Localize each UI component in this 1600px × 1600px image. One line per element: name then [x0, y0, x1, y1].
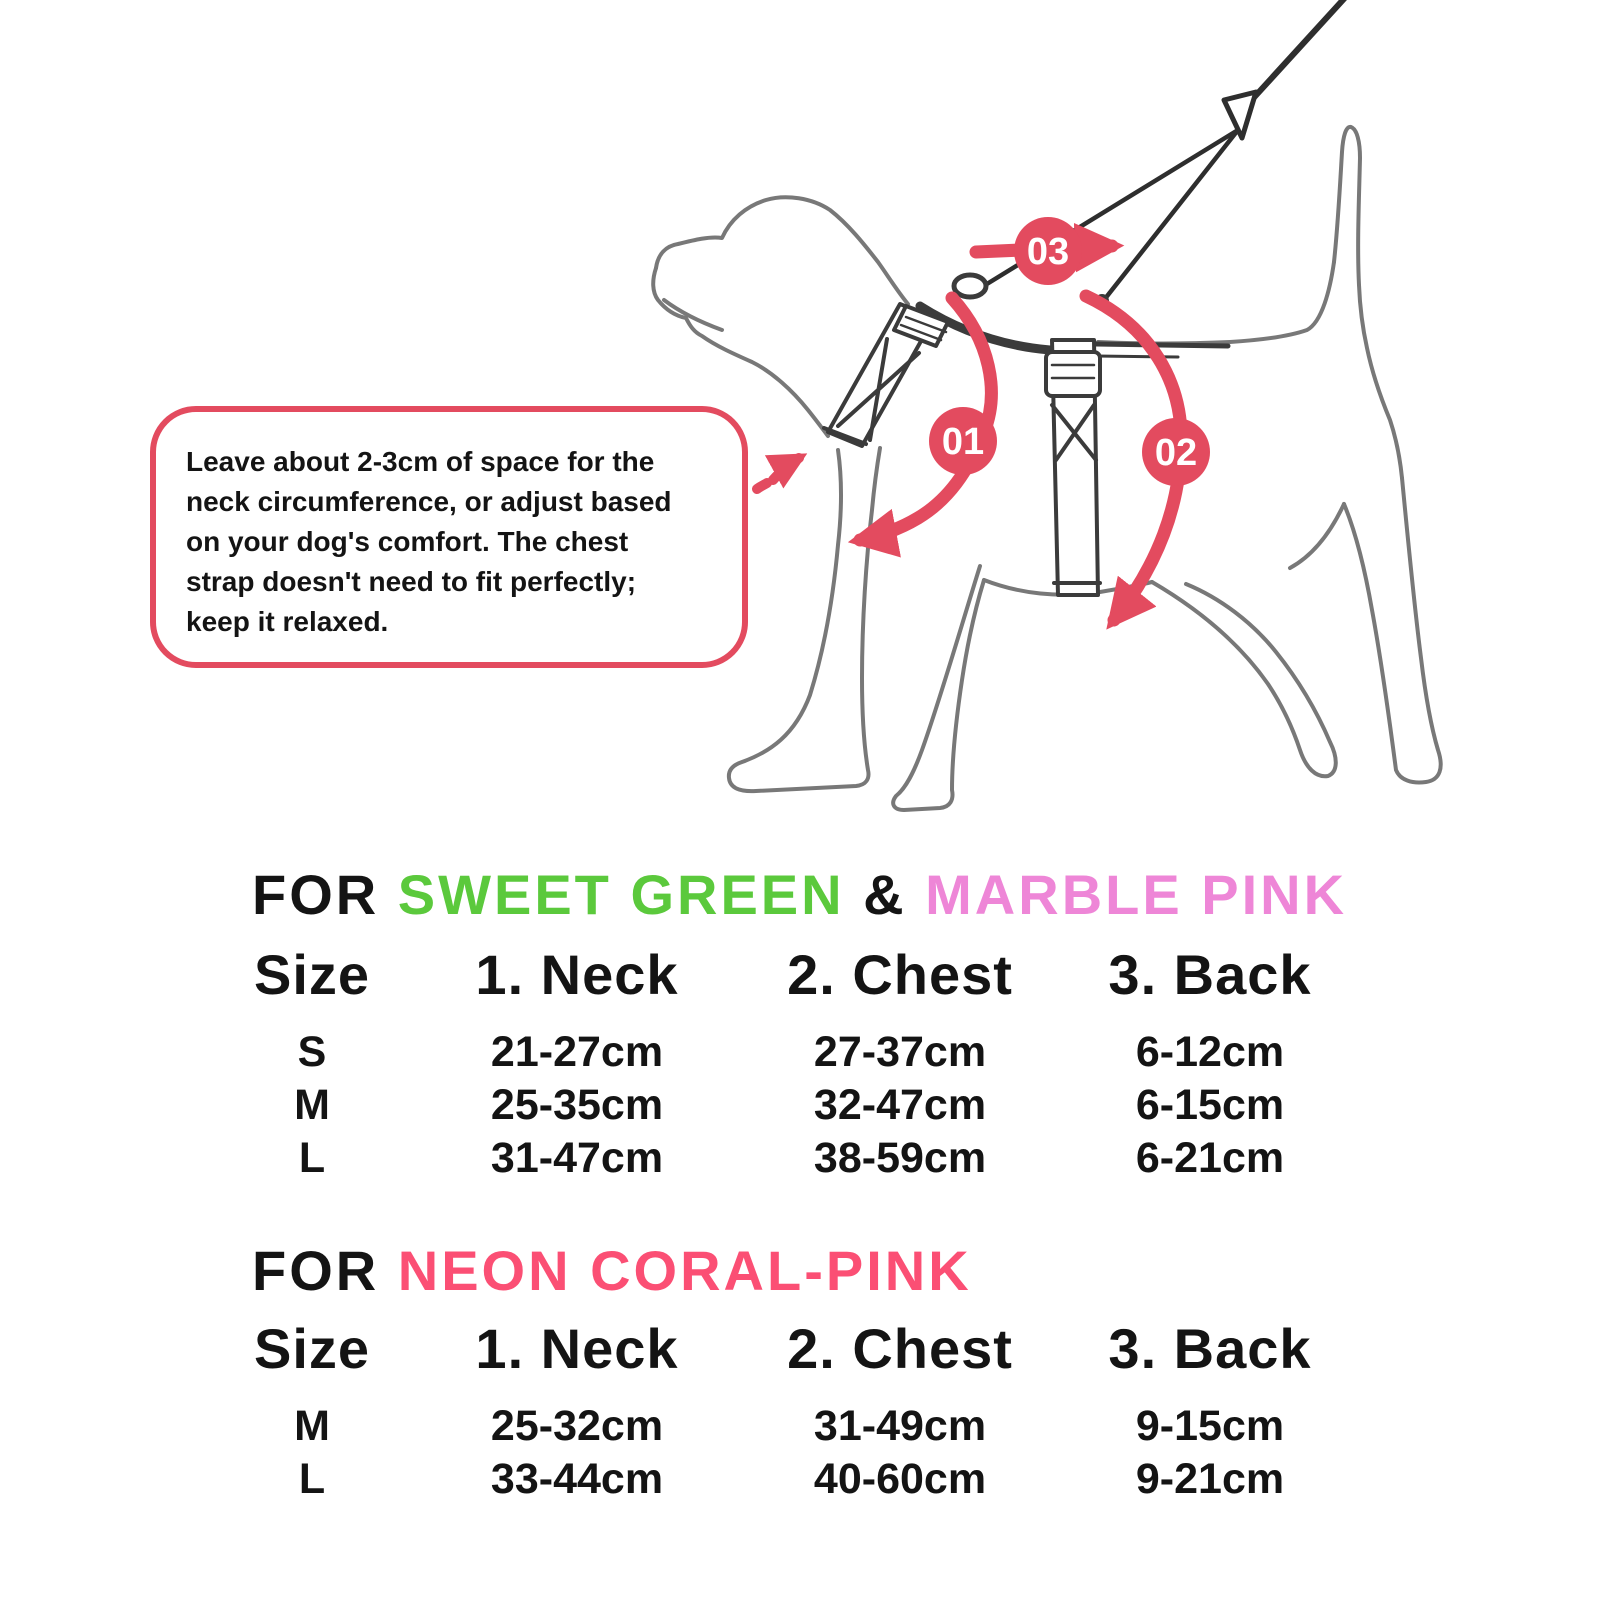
cell-neck: 33-44cm — [490, 1455, 664, 1503]
badge-02 — [1142, 418, 1210, 486]
column-header-size: Size — [253, 943, 371, 1006]
fit-tip-line: neck circumference, or adjust based — [186, 486, 672, 517]
dog-hind-leg-far — [1344, 478, 1441, 783]
column-header-size: Size — [253, 1317, 371, 1380]
harness-strap-end-lower — [1096, 356, 1178, 357]
fit-tip-line: on your dog's comfort. The chest — [186, 526, 629, 557]
size-table-2-row-m — [230, 1400, 1380, 1452]
title-part-neon-coral-pink: NEON CORAL-PINK — [397, 1239, 972, 1302]
cell-back: 9-21cm — [1135, 1455, 1285, 1503]
cell-chest: 40-60cm — [813, 1455, 987, 1503]
chest-strap-adjuster — [1046, 352, 1100, 396]
fit-tip-line: Leave about 2-3cm of space for the — [186, 446, 655, 477]
fit-tip-line: keep it relaxed. — [186, 606, 389, 637]
cell-size: L — [298, 1134, 326, 1182]
dog-front-leg-near — [729, 448, 880, 791]
cell-size: L — [298, 1455, 326, 1503]
cell-neck: 21-27cm — [490, 1028, 664, 1076]
cell-size: M — [294, 1402, 330, 1450]
fit-tip-callout — [150, 406, 748, 668]
badge-03-label: 03 — [1026, 231, 1070, 273]
cell-chest: 27-37cm — [813, 1028, 987, 1076]
column-header-neck: 1. Neck — [475, 943, 679, 1006]
badge-03 — [1014, 217, 1082, 285]
harness-d-ring — [954, 275, 986, 297]
cell-back: 9-15cm — [1135, 1402, 1285, 1450]
column-header-back: 3. Back — [1108, 943, 1312, 1006]
size-table-1-row-m — [230, 1079, 1380, 1131]
dog-head-profile — [656, 197, 908, 304]
title-part: FOR — [252, 863, 398, 926]
dog-hind-leg-near — [1152, 582, 1336, 776]
column-header-neck: 1. Neck — [475, 1317, 679, 1380]
badge-01 — [929, 407, 997, 475]
cell-neck: 31-47cm — [490, 1134, 664, 1182]
fit-tip-line: strap doesn't need to fit perfectly; — [186, 566, 637, 597]
cell-chest: 38-59cm — [813, 1134, 987, 1182]
size-table-1-header-row — [230, 944, 1380, 1006]
column-header-chest: 2. Chest — [787, 1317, 1013, 1380]
column-header-back: 3. Back — [1108, 1317, 1312, 1380]
cell-size: S — [297, 1028, 327, 1076]
table-title-sweet-green-marble-pink — [252, 864, 1347, 926]
callout-pointer-arrow — [757, 458, 799, 489]
badge-02-label: 02 — [1154, 432, 1198, 474]
cell-chest: 31-49cm — [813, 1402, 987, 1450]
cell-neck: 25-35cm — [490, 1081, 664, 1129]
title-part-sweet-green: SWEET GREEN — [397, 863, 845, 926]
title-part-marble-pink: MARBLE PINK — [925, 863, 1348, 926]
badge-01-label: 01 — [941, 421, 985, 463]
cell-size: M — [294, 1081, 330, 1129]
cell-chest: 32-47cm — [813, 1081, 987, 1129]
cell-back: 6-15cm — [1135, 1081, 1285, 1129]
cell-back: 6-12cm — [1135, 1028, 1285, 1076]
size-table-1-row-l — [230, 1132, 1380, 1184]
leash-clip — [1224, 92, 1256, 138]
table-title-neon-coral-pink — [252, 1240, 972, 1302]
cell-back: 6-21cm — [1135, 1134, 1285, 1182]
leash-y-line-right — [1104, 130, 1238, 300]
cell-neck: 25-32cm — [490, 1402, 664, 1450]
title-part: & — [844, 863, 926, 926]
harness-strap-end-upper — [1096, 344, 1228, 346]
column-header-chest: 2. Chest — [787, 943, 1013, 1006]
size-table-1-row-s — [230, 1026, 1380, 1078]
leash-line — [1248, 0, 1352, 104]
size-table-2-row-l — [230, 1453, 1380, 1505]
dog-tail-and-rump — [1334, 127, 1402, 478]
dog-front-leg-far — [893, 566, 984, 810]
dog-rear-inner-line — [1290, 504, 1344, 568]
size-table-2-header-row — [230, 1318, 1380, 1380]
title-part: FOR — [252, 1239, 398, 1302]
